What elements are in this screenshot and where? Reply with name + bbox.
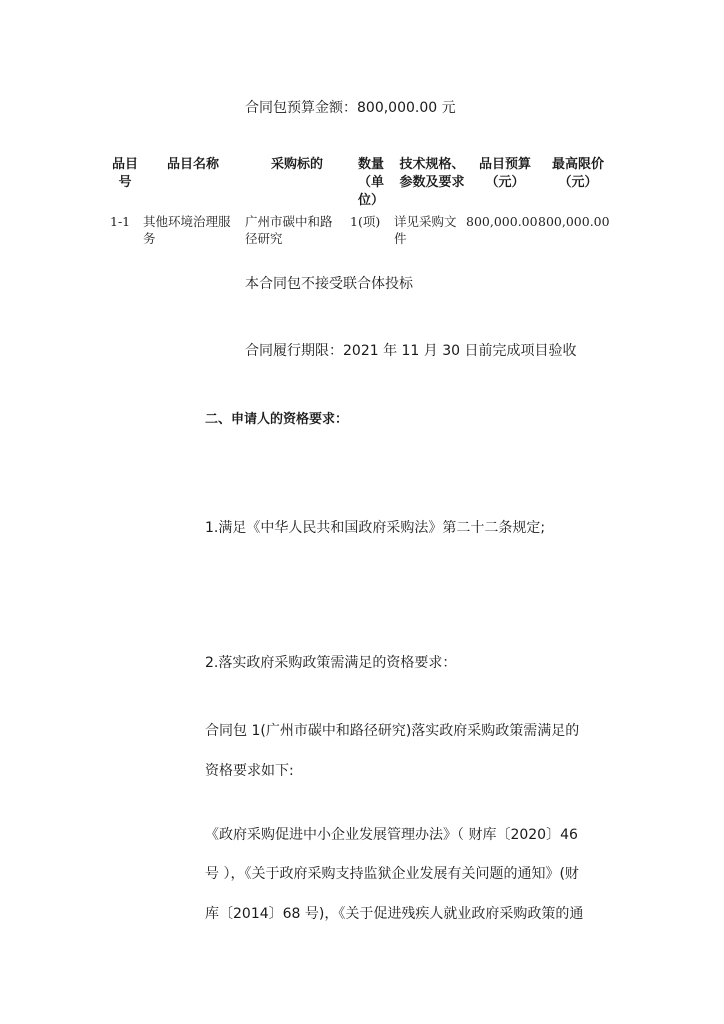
header-line: 技术规格、 <box>399 157 465 172</box>
header-line: 品目名称 <box>166 157 219 172</box>
header-line: 号 <box>118 175 132 190</box>
section-heading: 二、申请人的资格要求： <box>205 412 349 427</box>
header-procurement-subject <box>262 156 332 174</box>
cell-line: 件 <box>394 231 407 246</box>
policy-line: 号 ），《关于政府采购支持监狱企业发展有关问题的通知》(财 <box>205 866 579 882</box>
package-requirement-line: 合同包 1(广州市碳中和路径研究)落实政府采购政策需满足的 <box>205 723 580 739</box>
cell-item-no: 1-1 <box>110 214 131 229</box>
header-max-price <box>544 156 612 192</box>
requirement-1: 1.满足《中华人民共和国政府采购法》第二十二条规定; <box>205 520 546 536</box>
header-line: 数量 <box>357 157 384 172</box>
header-line: （单 <box>357 175 384 190</box>
header-item-budget <box>472 156 538 192</box>
header-tech-spec <box>392 156 472 192</box>
requirement-2: 2.落实政府采购政策需满足的资格要求： <box>205 655 457 671</box>
header-quantity <box>354 156 388 210</box>
header-line: 品目预算 <box>478 157 531 172</box>
cell-line: 广州市碳中和路 <box>245 214 333 229</box>
no-consortium-note: 本合同包不接受联合体投标 <box>245 276 413 292</box>
header-line: 采购标的 <box>270 157 323 172</box>
cell-item-budget: 800,000.00 <box>466 214 538 229</box>
cell-quantity: 1(项) <box>350 214 381 229</box>
header-line: 品目 <box>111 157 138 172</box>
budget-line: 合同包预算金额：800,000.00 元 <box>245 100 456 116</box>
cell-line: 务 <box>143 231 156 246</box>
cell-line: 其他环境治理服 <box>143 214 231 229</box>
header-line: （元） <box>558 175 598 190</box>
package-requirement-line: 资格要求如下: <box>205 763 294 779</box>
header-item-name <box>160 156 226 174</box>
performance-period: 合同履行期限：2021 年 11 月 30 日前完成项目验收 <box>245 343 577 359</box>
cell-max-price: 800,000.00 <box>538 214 610 229</box>
cell-line: 径研究 <box>245 231 283 246</box>
cell-tech-spec <box>394 213 457 247</box>
cell-line: 详见采购文 <box>394 214 457 229</box>
header-line: 参数及要求 <box>399 175 465 190</box>
header-line: 位） <box>357 193 384 208</box>
header-line: （元） <box>485 175 525 190</box>
policy-line: 库〔2014〕68 号)，《关于促进残疾人就业政府采购政策的通 <box>205 906 584 922</box>
cell-procurement-subject <box>245 213 333 247</box>
header-line: 最高限价 <box>551 157 604 172</box>
header-item-no <box>108 156 142 192</box>
policy-line: 《政府采购促进中小企业发展管理办法》（ 财库〔2020〕46 <box>205 827 578 843</box>
cell-item-name <box>143 213 231 247</box>
